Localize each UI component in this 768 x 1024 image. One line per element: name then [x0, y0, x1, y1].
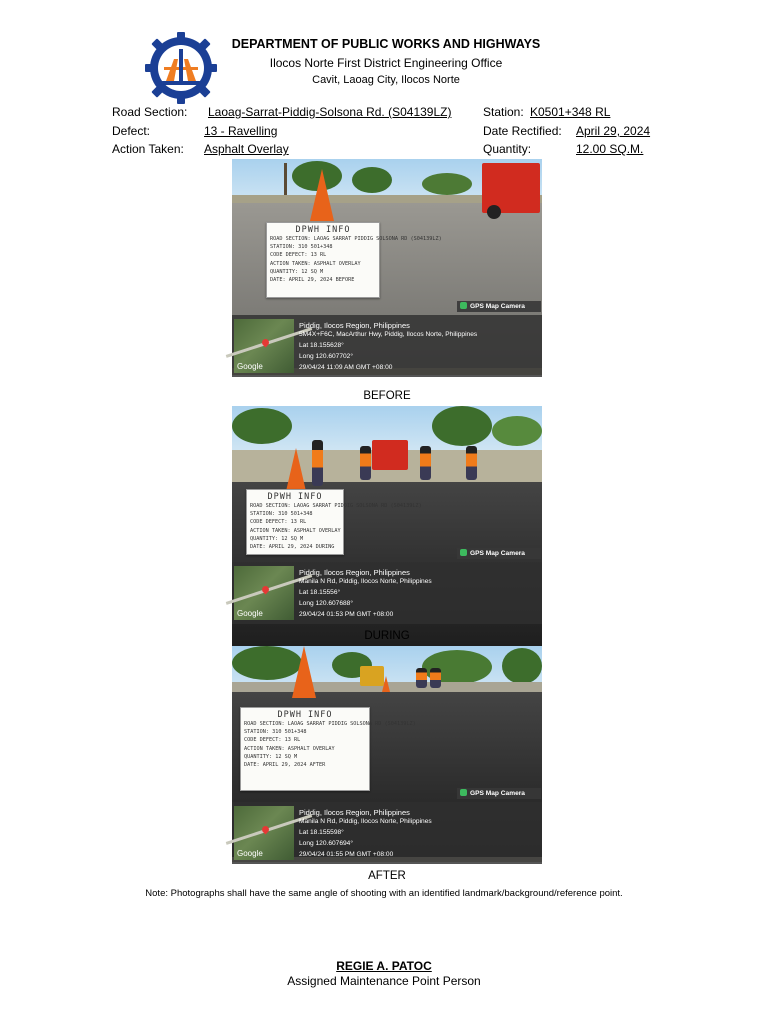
action-taken-label: Action Taken: [112, 142, 184, 156]
quantity-label: Quantity: [483, 142, 532, 156]
quantity-value: 12.00 SQ.M. [576, 142, 644, 156]
road-section-value: Laoag-Sarrat-Piddig-Solsona Rd. (S04139LZ) [208, 105, 452, 119]
gps-camera-badge: GPS Map Camera [457, 301, 541, 312]
map-thumbnail: Google [234, 806, 294, 860]
caption-before: BEFORE [363, 390, 411, 402]
gps-overlay: Google Piddig, Ilocos Region, Philippines 5M4X+F6C, MacArthur Hwy, Piddig, Ilocos Norte, Philippines Lat 18.155628° Long 120.607702° 29/04/24 11:09 AM GMT +08:00 [232, 315, 542, 377]
info-board: DPWH INFO ROAD SECTION: LAOAG SARRAT PIDDIG SOLSONA RD (S04139LZ) STATION: 310 501+348 CODE DEFECT: 13 RL ACTION TAKEN: ASPHALT OVERLAY QUANTITY: 12 SQ M DATE: APRIL 29, 2024 DURING [246, 489, 344, 555]
signatory-role: Assigned Maintenance Point Person [287, 974, 481, 988]
date-rectified-value: April 29, 2024 [576, 124, 651, 138]
station-value: K0501+348 RL [530, 105, 611, 119]
signatory-name: REGIE A. PATOC [336, 959, 432, 973]
info-board: DPWH INFO ROAD SECTION: LAOAG SARRAT PIDDIG SOLSONA RD (S04139LZ) STATION: 310 501+348 CODE DEFECT: 13 RL ACTION TAKEN: ASPHALT OVERLAY QUANTITY: 12 SQ M DATE: APRIL 29, 2024 AFTER [240, 707, 370, 791]
station-label: Station: [483, 105, 524, 119]
gps-camera-badge: GPS Map Camera [457, 548, 541, 559]
department-title: DEPARTMENT OF PUBLIC WORKS AND HIGHWAYS [231, 37, 541, 51]
gps-camera-icon [460, 549, 467, 556]
gps-overlay: Google Piddig, Ilocos Region, Philippines Manila N Rd, Piddig, Ilocos Norte, Philippines Lat 18.155598° Long 120.607694° 29/04/24 01:55 PM GMT +08:00 [232, 802, 542, 864]
info-board: DPWH INFO ROAD SECTION: LAOAG SARRAT PIDDIG SOLSONA RD (S04139LZ) STATION: 310 501+348 CODE DEFECT: 13 RL ACTION TAKEN: ASPHALT OVERLAY QUANTITY: 12 SQ M DATE: APRIL 29, 2024 BEFORE [266, 222, 380, 298]
after-photo [232, 646, 542, 865]
gps-overlay: Google Piddig, Ilocos Region, Philippines Manila N Rd, Piddig, Ilocos Norte, Philippines Lat 18.15556° Long 120.607688° 29/04/24 01:53 PM GMT +08:00 [232, 562, 542, 624]
map-thumbnail: Google [234, 319, 294, 373]
gps-camera-icon [460, 789, 467, 796]
before-photo [232, 159, 542, 378]
during-photo [232, 406, 542, 625]
defect-label: Defect: [112, 124, 151, 138]
map-thumbnail: Google [234, 566, 294, 620]
action-taken-value: Asphalt Overlay [204, 142, 289, 156]
photo-note: Note: Photographs shall have the same angle of shooting with an identified landmark/background/reference point. [145, 888, 623, 899]
caption-after: AFTER [368, 870, 406, 882]
gps-camera-badge: GPS Map Camera [457, 788, 541, 799]
caption-during: DURING [364, 630, 410, 642]
road-section-label: Road Section: [112, 105, 188, 119]
office-address: Cavit, Laoag City, Ilocos Norte [312, 74, 460, 86]
date-rectified-label: Date Rectified: [483, 124, 562, 138]
office-name: Ilocos Norte First District Engineering Office [269, 56, 503, 70]
defect-value: 13 - Ravelling [204, 124, 278, 138]
gps-camera-icon [460, 302, 467, 309]
